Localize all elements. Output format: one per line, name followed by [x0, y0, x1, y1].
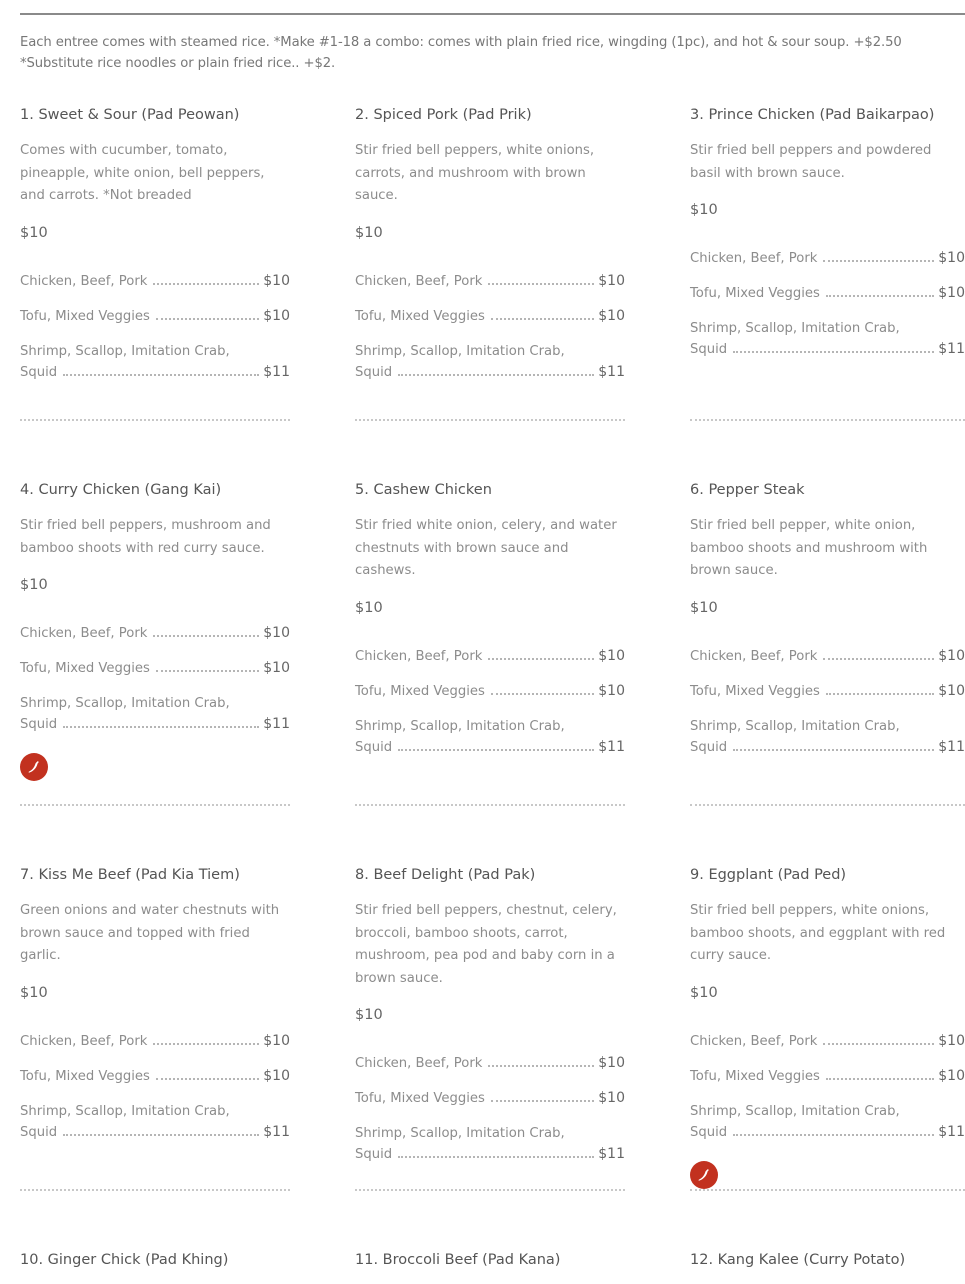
item-separator: [690, 419, 965, 421]
option-label: Tofu, Mixed Veggies: [690, 683, 820, 699]
dot-leader: [733, 749, 934, 751]
option-row: [690, 318, 965, 360]
item-title: 2. Spiced Pork (Pad Prik): [355, 107, 532, 123]
item-description: Stir fried bell peppers and powdered basil with brown sauce.: [690, 143, 932, 181]
option-price: $10: [598, 1055, 625, 1071]
option-row: [355, 271, 625, 292]
menu-item: [690, 105, 965, 360]
option-label-line1: Shrimp, Scallop, Imitation Crab,: [20, 343, 230, 359]
option-label-line2: Squid: [355, 739, 393, 755]
item-description: Stir fried white onion, celery, and water chestnuts with brown sauce and cashews.: [355, 518, 617, 578]
protein-options: [690, 248, 965, 360]
option-price: $10: [938, 1032, 965, 1049]
dot-leader: [398, 374, 594, 376]
option-price: $11: [598, 1146, 625, 1162]
menu-item: [355, 1250, 625, 1270]
option-price: $11: [598, 363, 625, 380]
menu-item: [690, 480, 965, 758]
option-label-line2: Squid: [355, 1147, 393, 1162]
option-label: Chicken, Beef, Pork: [20, 1033, 148, 1049]
chili-pepper-icon: [20, 753, 48, 781]
option-label-line2: Squid: [690, 342, 728, 357]
item-price: $10: [355, 599, 383, 616]
protein-options: [355, 646, 625, 758]
item-title: 4. Curry Chicken (Gang Kai): [20, 482, 222, 498]
option-row: [355, 1123, 625, 1165]
item-title: 7. Kiss Me Beef (Pad Kia Tiem): [20, 867, 240, 883]
dot-leader: [153, 1043, 259, 1045]
option-row: [20, 271, 290, 292]
option-label-line2: Squid: [20, 717, 58, 732]
item-title: 10. Ginger Chick (Pad Khing): [20, 1252, 229, 1268]
option-label: Chicken, Beef, Pork: [355, 273, 483, 289]
dot-leader: [823, 260, 934, 262]
option-row: [355, 1053, 625, 1074]
option-label: Chicken, Beef, Pork: [690, 251, 818, 266]
option-label: Chicken, Beef, Pork: [690, 1033, 818, 1049]
option-label-line1: Shrimp, Scallop, Imitation Crab,: [355, 718, 565, 734]
option-row: [20, 1031, 290, 1052]
item-description: Stir fried bell peppers, white onions, bamboo shoots, and eggplant with red curry sauce.: [690, 903, 946, 963]
option-label-line2: Squid: [690, 1124, 728, 1140]
option-label-line1: Shrimp, Scallop, Imitation Crab,: [355, 1126, 565, 1141]
option-label: Tofu, Mixed Veggies: [355, 683, 485, 699]
option-price: $11: [263, 716, 290, 732]
protein-options: [20, 623, 290, 735]
menu-item: [20, 480, 290, 781]
dot-leader: [823, 658, 934, 660]
item-separator: [690, 804, 965, 806]
item-price: $10: [20, 224, 48, 241]
menu-item: [20, 105, 290, 383]
item-separator: [690, 1189, 965, 1191]
option-row: [690, 1066, 965, 1087]
option-price: $10: [938, 1067, 965, 1084]
item-description: Stir fried bell pepper, white onion, bamboo shoots and mushroom with brown sauce.: [690, 518, 928, 578]
option-price: $10: [263, 307, 290, 324]
option-row: [355, 681, 625, 702]
option-price: $11: [938, 1123, 965, 1140]
item-separator: [355, 419, 625, 421]
option-price: $10: [938, 682, 965, 699]
option-price: $10: [263, 1032, 290, 1049]
item-title: 12. Kang Kalee (Curry Potato): [690, 1252, 906, 1268]
top-rule: [20, 13, 965, 15]
protein-options: [355, 271, 625, 383]
item-description: Stir fried bell peppers, mushroom and bamboo shoots with red curry sauce.: [20, 518, 271, 556]
item-price: $10: [690, 202, 718, 218]
option-row: [355, 646, 625, 667]
menu-item: [20, 1250, 290, 1270]
dot-leader: [733, 351, 934, 353]
option-price: $10: [263, 1067, 290, 1084]
option-row: [20, 1101, 290, 1143]
item-price: $10: [355, 1007, 383, 1023]
item-title: 1. Sweet & Sour (Pad Peowan): [20, 107, 240, 123]
option-price: $10: [263, 625, 290, 641]
protein-options: [20, 271, 290, 383]
option-price: $10: [938, 647, 965, 664]
menu-item: [20, 865, 290, 1143]
dot-leader: [63, 374, 259, 376]
option-label-line1: Shrimp, Scallop, Imitation Crab,: [690, 718, 900, 734]
option-label-line1: Shrimp, Scallop, Imitation Crab,: [20, 1103, 230, 1119]
menu-item: [355, 105, 625, 383]
dot-leader: [156, 670, 259, 672]
option-label-line1: Shrimp, Scallop, Imitation Crab,: [355, 343, 565, 359]
item-title: 3. Prince Chicken (Pad Baikarpao): [690, 107, 935, 123]
option-price: $10: [598, 307, 625, 324]
option-price: $10: [598, 1090, 625, 1106]
item-description: Comes with cucumber, tomato, pineapple, white onion, bell peppers, and carrots. *Not breaded: [20, 143, 265, 203]
option-row: [690, 681, 965, 702]
dot-leader: [491, 318, 594, 320]
option-label-line2: Squid: [690, 739, 728, 755]
item-title: 11. Broccoli Beef (Pad Kana): [355, 1252, 561, 1268]
option-row: [690, 248, 965, 269]
dot-leader: [153, 283, 259, 285]
option-label: Tofu, Mixed Veggies: [20, 661, 150, 676]
item-separator: [355, 804, 625, 806]
item-title: 8. Beef Delight (Pad Pak): [355, 867, 536, 883]
item-separator: [20, 804, 290, 806]
option-price: $10: [598, 272, 625, 289]
option-row: [690, 716, 965, 758]
menu-item: [690, 1250, 965, 1270]
option-label: Tofu, Mixed Veggies: [690, 286, 820, 301]
option-row: [690, 646, 965, 667]
option-row: [355, 716, 625, 758]
menu-item: [355, 480, 625, 758]
item-title: 6. Pepper Steak: [690, 482, 805, 498]
option-label: Tofu, Mixed Veggies: [20, 1068, 150, 1084]
chili-pepper-icon: [690, 1161, 718, 1189]
protein-options: [20, 1031, 290, 1143]
dot-leader: [491, 1100, 594, 1102]
option-row: [20, 623, 290, 644]
menu-item: [690, 865, 965, 1189]
dot-leader: [826, 693, 934, 695]
dot-leader: [398, 749, 594, 751]
menu-intro-note: Each entree comes with steamed rice. *Make #1-18 a combo: comes with plain fried rice, wingding (1pc), and hot & sour soup. +$2.50 *Substitute rice noodles or plain fried rice.. +$2.: [20, 35, 902, 71]
dot-leader: [488, 283, 594, 285]
option-row: [355, 306, 625, 327]
item-separator: [355, 1189, 625, 1191]
option-label: Chicken, Beef, Pork: [355, 1056, 483, 1071]
dot-leader: [491, 693, 594, 695]
option-label: Chicken, Beef, Pork: [690, 648, 818, 664]
option-label-line1: Shrimp, Scallop, Imitation Crab,: [690, 1103, 900, 1119]
dot-leader: [823, 1043, 934, 1045]
option-label: Chicken, Beef, Pork: [355, 648, 483, 664]
dot-leader: [63, 726, 259, 728]
option-label: Chicken, Beef, Pork: [20, 273, 148, 289]
item-title: 9. Eggplant (Pad Ped): [690, 867, 847, 883]
option-row: [690, 1101, 965, 1143]
option-row: [20, 1066, 290, 1087]
dot-leader: [733, 1134, 934, 1136]
option-label: Tofu, Mixed Veggies: [690, 1068, 820, 1084]
menu-item: [355, 865, 625, 1165]
dot-leader: [156, 1078, 259, 1080]
option-price: $10: [598, 682, 625, 699]
dot-leader: [826, 1078, 934, 1080]
item-price: $10: [20, 984, 48, 1001]
option-label-line2: Squid: [20, 1124, 58, 1140]
option-row: [355, 341, 625, 383]
option-label: Tofu, Mixed Veggies: [20, 308, 150, 324]
protein-options: [690, 1031, 965, 1143]
item-description: Stir fried bell peppers, chestnut, celery, broccoli, bamboo shoots, carrot, mushroom, pea pod and baby corn in a brown sauce.: [355, 903, 617, 986]
option-price: $10: [938, 250, 965, 266]
dot-leader: [488, 1065, 594, 1067]
option-label-line1: Shrimp, Scallop, Imitation Crab,: [690, 321, 900, 336]
option-label-line2: Squid: [355, 364, 393, 380]
protein-options: [355, 1053, 625, 1165]
option-price: $11: [938, 738, 965, 755]
item-description: Stir fried bell peppers, white onions, carrots, and mushroom with brown sauce.: [355, 143, 595, 203]
item-price: $10: [20, 577, 48, 593]
option-price: $10: [263, 660, 290, 676]
option-label-line2: Squid: [20, 364, 58, 380]
option-price: $10: [938, 285, 965, 301]
option-price: $10: [598, 647, 625, 664]
dot-leader: [156, 318, 259, 320]
option-row: [20, 341, 290, 383]
option-row: [355, 1088, 625, 1109]
option-row: [20, 693, 290, 735]
item-description: Green onions and water chestnuts with brown sauce and topped with fried garlic.: [20, 903, 280, 963]
dot-leader: [153, 635, 259, 637]
option-row: [20, 658, 290, 679]
item-separator: [20, 1189, 290, 1191]
dot-leader: [63, 1134, 259, 1136]
dot-leader: [826, 295, 934, 297]
item-title: 5. Cashew Chicken: [355, 482, 492, 498]
item-price: $10: [690, 599, 718, 616]
option-row: [690, 283, 965, 304]
option-row: [20, 306, 290, 327]
option-price: $10: [263, 272, 290, 289]
option-label: Chicken, Beef, Pork: [20, 626, 148, 641]
option-price: $11: [598, 738, 625, 755]
item-separator: [20, 419, 290, 421]
dot-leader: [488, 658, 594, 660]
option-label-line1: Shrimp, Scallop, Imitation Crab,: [20, 696, 230, 711]
item-price: $10: [690, 984, 718, 1001]
option-label: Tofu, Mixed Veggies: [355, 308, 485, 324]
option-label: Tofu, Mixed Veggies: [355, 1091, 485, 1106]
protein-options: [690, 646, 965, 758]
option-row: [690, 1031, 965, 1052]
option-price: $11: [263, 363, 290, 380]
dot-leader: [398, 1156, 594, 1158]
item-price: $10: [355, 224, 383, 241]
option-price: $11: [263, 1123, 290, 1140]
option-price: $11: [938, 341, 965, 357]
